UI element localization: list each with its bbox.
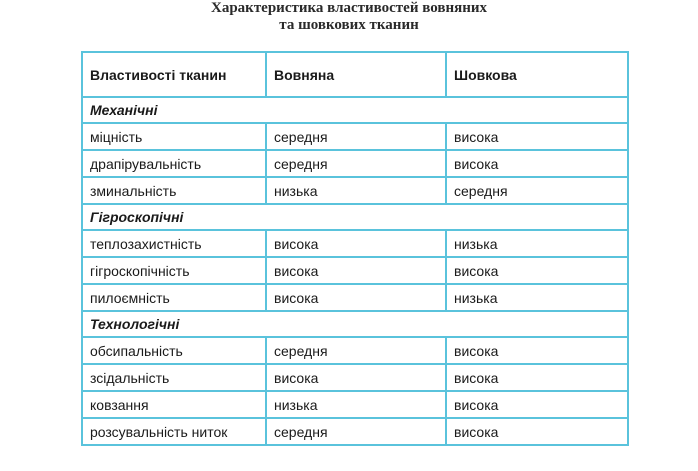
property-cell: зминальність: [82, 177, 266, 204]
header-silk: Шовкова: [446, 52, 628, 97]
property-cell: зсідальність: [82, 364, 266, 391]
section-row: [82, 311, 628, 337]
section-row: [82, 204, 628, 230]
wool-value-cell: висока: [266, 364, 446, 391]
title-line-2: та шовкових тканин: [279, 17, 419, 33]
silk-value-cell: низька: [446, 230, 628, 257]
section-row: [82, 97, 628, 123]
header-wool: Вовняна: [266, 52, 446, 97]
wool-value-cell: середня: [266, 123, 446, 150]
title-line-1: Характеристика властивостей вовняних: [211, 0, 487, 16]
property-cell: драпірувальність: [82, 150, 266, 177]
silk-value-cell: середня: [446, 177, 628, 204]
section-label: Технологічні: [82, 311, 628, 337]
silk-value-cell: висока: [446, 337, 628, 364]
table-row: [82, 391, 628, 418]
wool-value-cell: висока: [266, 230, 446, 257]
wool-value-cell: висока: [266, 257, 446, 284]
properties-table: [81, 51, 629, 446]
wool-value-cell: середня: [266, 337, 446, 364]
wool-value-cell: висока: [266, 284, 446, 311]
table-row: [82, 337, 628, 364]
wool-value-cell: низька: [266, 177, 446, 204]
silk-value-cell: висока: [446, 150, 628, 177]
property-cell: теплозахистність: [82, 230, 266, 257]
table-row: [82, 177, 628, 204]
section-label: Гігроскопічні: [82, 204, 628, 230]
page-title: [0, 0, 698, 34]
table-header-row: [82, 52, 628, 97]
wool-value-cell: середня: [266, 418, 446, 445]
table-row: [82, 150, 628, 177]
property-cell: розсувальність ниток: [82, 418, 266, 445]
silk-value-cell: висока: [446, 257, 628, 284]
silk-value-cell: висока: [446, 364, 628, 391]
table-row: [82, 364, 628, 391]
table-row: [82, 284, 628, 311]
table-row: [82, 418, 628, 445]
silk-value-cell: низька: [446, 284, 628, 311]
silk-value-cell: висока: [446, 123, 628, 150]
property-cell: міцність: [82, 123, 266, 150]
table-row: [82, 123, 628, 150]
property-cell: обсипальність: [82, 337, 266, 364]
wool-value-cell: низька: [266, 391, 446, 418]
section-label: Механічні: [82, 97, 628, 123]
silk-value-cell: висока: [446, 391, 628, 418]
property-cell: пилоємність: [82, 284, 266, 311]
header-properties: Властивості тканин: [82, 52, 266, 97]
silk-value-cell: висока: [446, 418, 628, 445]
property-cell: гігроскопічність: [82, 257, 266, 284]
table-row: [82, 230, 628, 257]
table-row: [82, 257, 628, 284]
wool-value-cell: середня: [266, 150, 446, 177]
property-cell: ковзання: [82, 391, 266, 418]
